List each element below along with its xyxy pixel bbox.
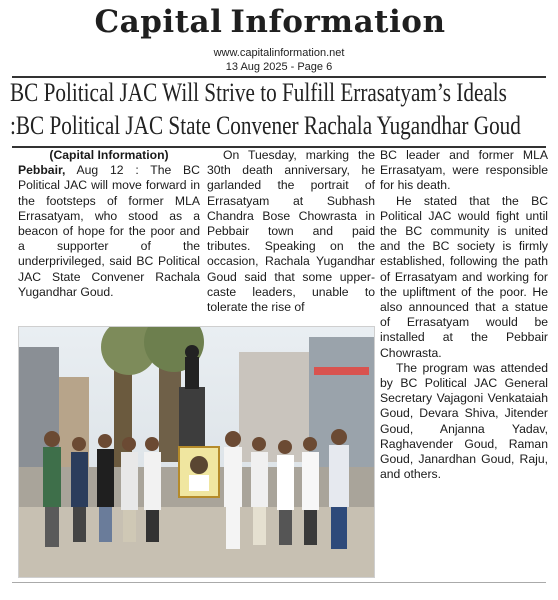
masthead-meta xyxy=(0,46,558,74)
article-column-3 xyxy=(380,148,548,482)
event-photo-illustration xyxy=(19,327,374,577)
article-paragraph-3: BC leader and former MLA Errasatyam, were responsible for his death. xyxy=(380,148,548,193)
article-dateline: Pebbair, xyxy=(18,163,66,178)
headline-line-2: :BC Political JAC State Convener Rachala Yugandhar Goud xyxy=(10,110,521,140)
article-photo xyxy=(18,326,375,578)
article-lead-paragraph xyxy=(18,163,200,300)
headline-line-1: BC Political JAC Will Strive to Fulfill Errasatyam’s Ideals xyxy=(10,77,507,107)
masthead xyxy=(0,0,558,73)
article-source: (Capital Information) xyxy=(49,148,169,162)
article-lead-text: Aug 12 : The BC Political JAC will move forward in the footsteps of former MLA Errasatyam, who stood as a beacon of hope for the poor and a supporter of the underprivileged, said BC Political JAC State Convener Rachala Yugandhar Goud. xyxy=(18,163,200,299)
issue-date-page: 13 Aug 2025 - Page 6 xyxy=(225,61,333,73)
article-column-1 xyxy=(18,148,200,300)
article-paragraph-4: He stated that the BC Political JAC would fight until the BC community is united and the BC society is firmly established, following the path of Errasatyam and working for the upliftment of the poor. He also announced that a statue of Errasatyam would be installed at the Pebbair Chowrasta. xyxy=(380,193,548,360)
article-column-2 xyxy=(207,148,375,315)
website-url: www.capitalinformation.net xyxy=(213,47,345,59)
title-right: Information xyxy=(230,4,446,40)
footer-rule xyxy=(12,582,546,583)
article-headline xyxy=(10,76,550,142)
article-paragraph-2: On Tuesday, marking the 30th death anniversary, he garlanded the portrait of Errasatyam at Subhash Chandra Bose Chowrasta in Pebbair town and paid tributes. Speaking on the occasion, Rachala Yugandhar Goud said that some upper-caste leaders, unable to tolerate the rise of xyxy=(207,148,375,315)
article-paragraph-5: The program was attended by BC Political JAC General Secretary Vajagoni Venkataiah Goud, Devara Shiva, Jitender Goud, Anjanna Yadav, Raghavender Goud, Raman Goud, Janardhan Goud, Raju, and others. xyxy=(380,360,548,482)
newspaper-title xyxy=(94,2,446,42)
title-left: Capital xyxy=(94,4,223,40)
